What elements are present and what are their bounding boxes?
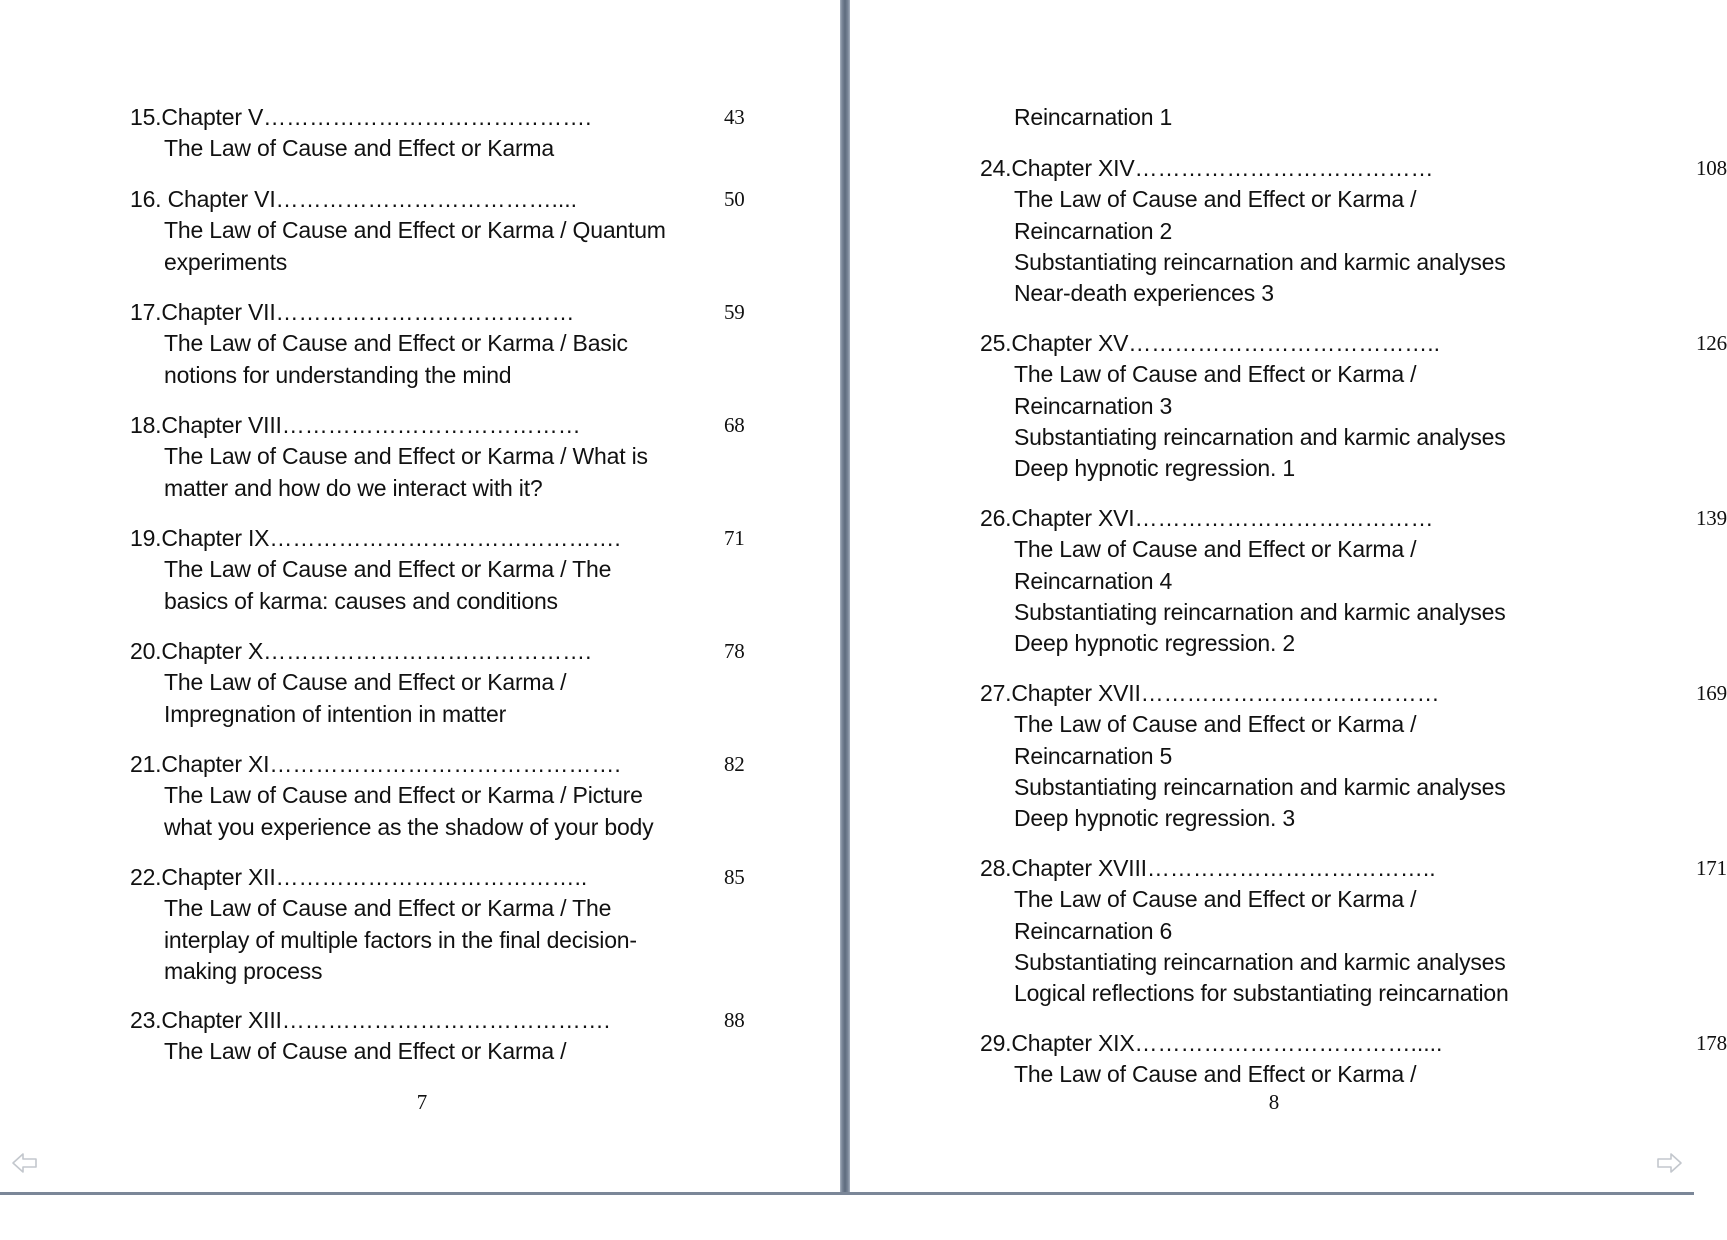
toc-heading	[130, 1005, 830, 1036]
chapter-title: 16. Chapter VI	[130, 186, 276, 212]
page-number: 126	[1696, 331, 1727, 355]
toc-continuation	[1014, 102, 1714, 133]
chapter-subtitle: Logical reflections for substantiating reincarnation	[1014, 980, 1509, 1007]
chapter-title: 25.Chapter XV	[980, 330, 1129, 356]
page-number: 59	[724, 300, 745, 324]
leader-dots: …………………………………..	[275, 864, 588, 890]
toc-entry[interactable]	[980, 503, 1727, 659]
chapter-subtitle: making process	[164, 957, 323, 984]
chapter-subtitle: matter and how do we interact with it?	[164, 474, 543, 501]
chapter-subtitle: The Law of Cause and Effect or Karma /	[1014, 361, 1417, 388]
chapter-title: 28.Chapter XVIII	[980, 855, 1147, 881]
leader-dots: …………………………………..	[1128, 330, 1441, 356]
toc-entry[interactable]	[980, 328, 1727, 484]
toc-entry[interactable]	[130, 636, 830, 730]
chapter-title: 26.Chapter XVI	[980, 505, 1135, 531]
chapter-subtitle: Reincarnation 6	[1014, 917, 1173, 944]
page-number: 71	[724, 526, 745, 550]
chapter-subtitle: The Law of Cause and Effect or Karma / Basic	[164, 330, 628, 357]
chapter-title: 21.Chapter XI	[130, 751, 270, 777]
toc-entry[interactable]	[980, 153, 1727, 309]
leader-dots: ………………………………....	[275, 186, 578, 212]
continuation-line: Reincarnation 1	[1014, 104, 1173, 130]
chapter-subtitle: Near-death experiences 3	[1014, 280, 1274, 307]
chapter-subtitle: basics of karma: causes and conditions	[164, 587, 558, 614]
toc-heading	[980, 328, 1727, 359]
chapter-title: 23.Chapter XIII	[130, 1007, 282, 1033]
viewer-bottom-border	[0, 1192, 1694, 1195]
chapter-subtitle: Substantiating reincarnation and karmic analyses	[1014, 598, 1506, 625]
toc-entry[interactable]	[130, 749, 830, 843]
chapter-subtitle: Reincarnation 2	[1014, 217, 1173, 244]
leader-dots: …………………………………….	[263, 638, 592, 664]
leader-dots: …………………………………	[1134, 505, 1434, 531]
page-number: 85	[724, 865, 745, 889]
chapter-subtitle: The Law of Cause and Effect or Karma / The	[164, 556, 612, 583]
toc-heading	[130, 410, 830, 441]
leader-dots: …………………………………….	[263, 104, 592, 130]
chapter-subtitle: experiments	[164, 248, 288, 275]
chapter-subtitle: The Law of Cause and Effect or Karma / Quantum	[164, 217, 666, 244]
chapter-subtitle: Reincarnation 5	[1014, 742, 1173, 769]
chapter-title: 19.Chapter IX	[130, 525, 270, 551]
page-number: 169	[1696, 681, 1727, 705]
toc-heading	[130, 523, 830, 554]
toc-heading	[130, 636, 830, 667]
chapter-subtitle: The Law of Cause and Effect or Karma	[164, 135, 554, 162]
toc-entry[interactable]	[130, 523, 830, 617]
chapter-subtitle: Reincarnation 4	[1014, 567, 1173, 594]
chapter-subtitle: The Law of Cause and Effect or Karma / The	[164, 895, 612, 922]
chapter-title: 18.Chapter VIII	[130, 412, 282, 438]
chapter-subtitle: The Law of Cause and Effect or Karma / Picture	[164, 782, 643, 809]
arrow-right-icon	[1656, 1152, 1682, 1174]
chapter-subtitle: Substantiating reincarnation and karmic analyses	[1014, 948, 1506, 975]
page-number: 82	[724, 752, 745, 776]
page-number: 88	[724, 1008, 745, 1032]
chapter-subtitle: The Law of Cause and Effect or Karma / What is	[164, 443, 648, 470]
chapter-title: 29.Chapter XIX	[980, 1030, 1135, 1056]
page-number: 171	[1696, 856, 1727, 880]
next-page-button[interactable]	[1656, 1152, 1682, 1174]
leader-dots: ……………………………………….	[269, 525, 621, 551]
toc-heading	[130, 184, 830, 215]
page-number: 78	[724, 639, 745, 663]
leader-dots: …………………………………	[275, 299, 575, 325]
arrow-left-icon	[12, 1152, 38, 1174]
chapter-title: 22.Chapter XII	[130, 864, 276, 890]
chapter-title: 15.Chapter V	[130, 104, 264, 130]
chapter-subtitle: Reincarnation 3	[1014, 392, 1173, 419]
folio-number: 8	[1268, 1090, 1280, 1114]
toc-heading	[980, 153, 1727, 184]
toc-entry[interactable]	[980, 1028, 1727, 1091]
page-number: 178	[1696, 1031, 1727, 1055]
toc-entry[interactable]	[130, 410, 830, 504]
chapter-subtitle: Deep hypnotic regression. 1	[1014, 455, 1295, 482]
chapter-title: 24.Chapter XIV	[980, 155, 1135, 181]
chapter-subtitle: The Law of Cause and Effect or Karma /	[164, 1038, 567, 1065]
leader-dots: ……………………………………….	[269, 751, 621, 777]
page-number: 108	[1696, 156, 1727, 180]
chapter-title: 27.Chapter XVII	[980, 680, 1141, 706]
left-page	[0, 0, 840, 1192]
page-number: 68	[724, 413, 745, 437]
page-gutter	[840, 0, 850, 1194]
chapter-subtitle: Impregnation of intention in matter	[164, 700, 507, 727]
toc-entry[interactable]	[130, 297, 830, 391]
leader-dots: ……………………………….....	[1134, 1030, 1443, 1056]
folio-number: 7	[416, 1090, 428, 1114]
chapter-subtitle: The Law of Cause and Effect or Karma /	[1014, 711, 1417, 738]
chapter-subtitle: Substantiating reincarnation and karmic analyses	[1014, 248, 1506, 275]
chapter-subtitle: Deep hypnotic regression. 3	[1014, 805, 1295, 832]
chapter-subtitle: interplay of multiple factors in the final decision-	[164, 926, 637, 953]
toc-heading	[130, 297, 830, 328]
chapter-subtitle: The Law of Cause and Effect or Karma /	[1014, 536, 1417, 563]
chapter-subtitle: Substantiating reincarnation and karmic analyses	[1014, 423, 1506, 450]
toc-heading	[980, 853, 1727, 884]
page-number: 50	[724, 187, 745, 211]
chapter-subtitle: what you experience as the shadow of your body	[164, 813, 654, 840]
page-number: 43	[724, 105, 745, 129]
leader-dots: …………………………………	[281, 412, 581, 438]
leader-dots: …………………………………….	[281, 1007, 611, 1033]
leader-dots: ………………………………..	[1146, 855, 1436, 881]
toc-entry[interactable]	[130, 1005, 830, 1068]
leader-dots: …………………………………	[1134, 155, 1434, 181]
toc-entry[interactable]	[980, 678, 1727, 834]
toc-entry[interactable]	[130, 862, 830, 987]
toc-heading	[980, 678, 1727, 709]
toc-heading	[130, 862, 830, 893]
chapter-subtitle: The Law of Cause and Effect or Karma /	[1014, 186, 1417, 213]
right-page	[850, 0, 1727, 1192]
leader-dots: …………………………………	[1140, 680, 1440, 706]
toc-entry[interactable]	[130, 184, 830, 278]
toc-heading	[130, 749, 830, 780]
chapter-title: 17.Chapter VII	[130, 299, 276, 325]
page-number: 139	[1696, 506, 1727, 530]
chapter-subtitle: notions for understanding the mind	[164, 361, 512, 388]
chapter-title: 20.Chapter X	[130, 638, 264, 664]
chapter-subtitle: The Law of Cause and Effect or Karma /	[1014, 886, 1417, 913]
chapter-subtitle: Deep hypnotic regression. 2	[1014, 630, 1295, 657]
toc-heading	[980, 503, 1727, 534]
chapter-subtitle: The Law of Cause and Effect or Karma /	[1014, 1061, 1417, 1088]
prev-page-button[interactable]	[12, 1152, 38, 1174]
chapter-subtitle: Substantiating reincarnation and karmic analyses	[1014, 773, 1506, 800]
chapter-subtitle: The Law of Cause and Effect or Karma /	[164, 669, 567, 696]
toc-heading	[130, 102, 830, 133]
toc-entry[interactable]	[130, 102, 830, 165]
toc-entry[interactable]	[980, 853, 1727, 1009]
toc-heading	[980, 1028, 1727, 1059]
